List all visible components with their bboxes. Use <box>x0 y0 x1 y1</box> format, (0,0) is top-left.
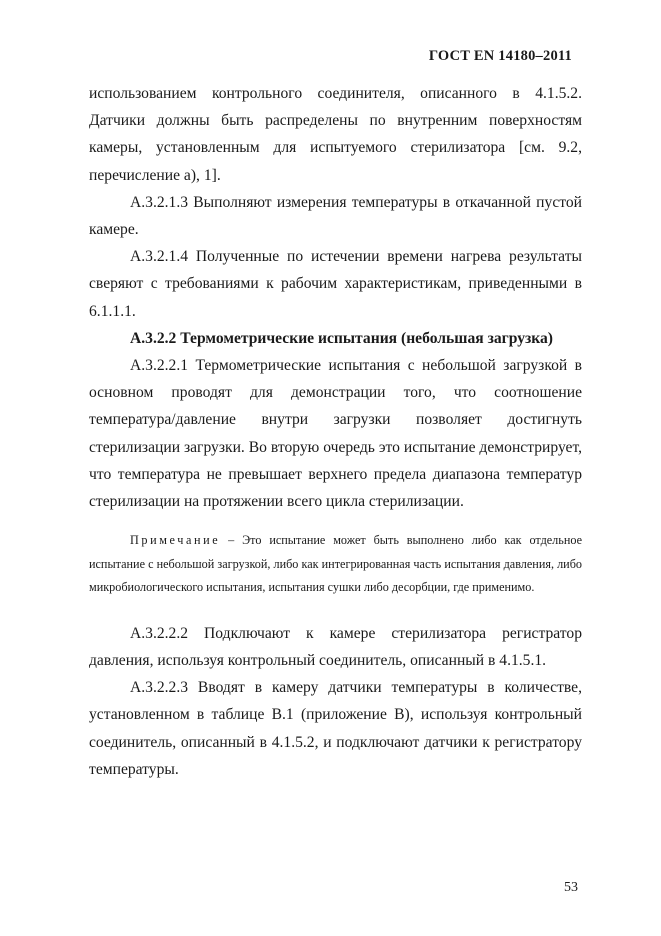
body-text <box>89 80 582 783</box>
paragraph-a32113: А.3.2.1.3 Выполняют измерения температуры в откачанной пустой камере. <box>89 193 582 239</box>
note-paragraph <box>89 529 582 600</box>
section-heading-a3222: А.3.2.2 Термометрические испытания (небольшая загрузка) <box>130 329 553 347</box>
standard-header: ГОСТ EN 14180–2011 <box>428 48 572 64</box>
note-text: – Это испытание может быть выполнено либо как отдельное испытание с небольшой загрузкой, либо как интегрированная часть испытания давления, либо микробиологического испытания, испытания сушки либо десорбции, где применимо. <box>89 533 582 595</box>
paragraph-a32114: А.3.2.1.4 Полученные по истечении времени нагрева результаты сверяют с требованиями к рабочим характеристикам, приведенными в 6.1.1.1. <box>89 248 582 320</box>
page-number: 53 <box>564 880 578 895</box>
paragraph-a32222: А.3.2.2.2 Подключают к камере стерилизатора регистратор давления, используя контрольный соединитель, описанный в 4.1.5.1. <box>89 624 582 669</box>
paragraph-continuation: использованием контрольного соединителя, описанного в 4.1.5.2. Датчики должны быть распределены по внутренним поверхностям камеры, установленным для испытуемого стерилизатора [см. 9.2, перечисление а), 1]. <box>89 85 582 184</box>
note-label: Примечание <box>130 533 221 548</box>
paragraph-a32223: А.3.2.2.3 Вводят в камеру датчики температуры в количестве, установленном в таблице В.1 (приложение В), используя контрольный соединитель, описанный в 4.1.5.2, и подключают датчики к регистратору температуры. <box>89 679 582 778</box>
paragraph-a32221: А.3.2.2.1 Термометрические испытания с небольшой загрузкой в основном проводят для демонстрации того, что соотношение температура/давление внутри загрузки позволяет достигнуть стерилизации загрузки. Во вторую очередь это испытание демонстрирует, что температура не превышает верхнего предела диапазона температур стерилизации на протяжении всего цикла стерилизации. <box>89 357 582 511</box>
